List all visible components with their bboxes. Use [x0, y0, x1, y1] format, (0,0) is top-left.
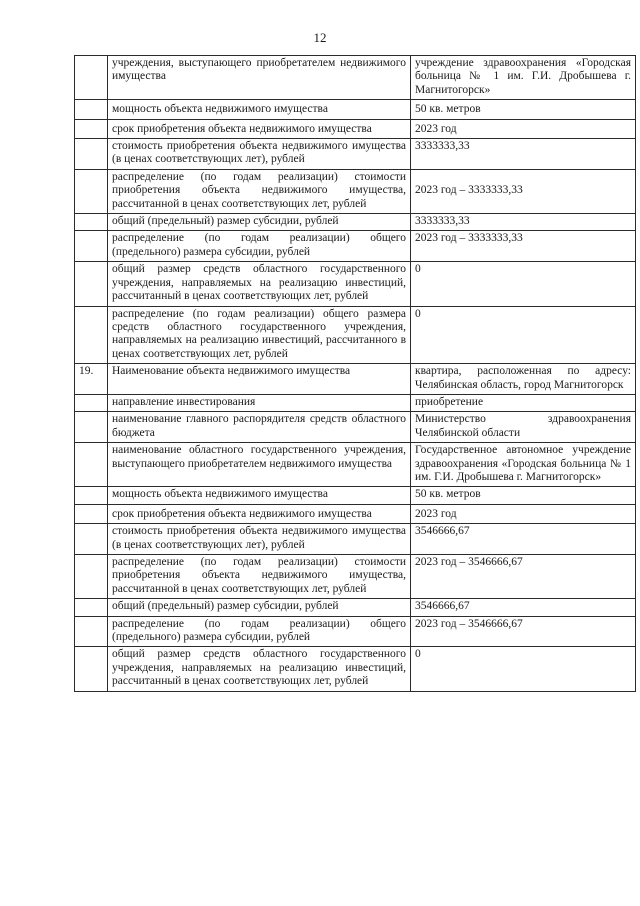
row-value: 3333333,33 — [411, 214, 636, 231]
row-number — [75, 169, 108, 213]
row-number — [75, 100, 108, 119]
table-row — [75, 412, 636, 443]
row-label: срок приобретения объекта недвижимого имущества — [108, 119, 411, 138]
row-value: Министерство здравоохранения Челябинской области — [411, 412, 636, 443]
row-number — [75, 231, 108, 262]
row-value: квартира, расположенная по адресу: Челябинская область, город Магнитогорск — [411, 364, 636, 395]
row-label: распределение (по годам реализации) общего (предельного) размера субсидии, рублей — [108, 616, 411, 647]
row-label: общий размер средств областного государственного учреждения, направляемых на реализацию инвестиций, рассчитанный в ценах соответствующих лет, рублей — [108, 647, 411, 691]
row-number — [75, 56, 108, 100]
row-number — [75, 616, 108, 647]
row-number — [75, 394, 108, 411]
table-row — [75, 524, 636, 555]
row-label: распределение (по годам реализации) стоимости приобретения объекта недвижимого имущества, рассчитанной в ценах соответствующих лет, рублей — [108, 169, 411, 213]
table-row — [75, 555, 636, 599]
row-number: 19. — [75, 364, 108, 395]
table-row — [75, 139, 636, 170]
row-label: общий (предельный) размер субсидии, рублей — [108, 599, 411, 616]
row-value: 3333333,33 — [411, 139, 636, 170]
row-value: 2023 год — [411, 504, 636, 523]
row-label: наименование областного государственного учреждения, выступающего приобретателем недвижимого имущества — [108, 443, 411, 487]
row-number — [75, 214, 108, 231]
row-number — [75, 524, 108, 555]
row-number — [75, 555, 108, 599]
row-number — [75, 306, 108, 364]
row-value: 2023 год — [411, 119, 636, 138]
table-row — [75, 100, 636, 119]
row-number — [75, 647, 108, 691]
table-row — [75, 214, 636, 231]
row-label: распределение (по годам реализации) стоимости приобретения объекта недвижимого имущества, рассчитанной в ценах соответствующих лет, рублей — [108, 555, 411, 599]
row-number — [75, 599, 108, 616]
table-row — [75, 119, 636, 138]
table-row — [75, 394, 636, 411]
row-label: Наименование объекта недвижимого имущества — [108, 364, 411, 395]
table-row — [75, 616, 636, 647]
row-number — [75, 504, 108, 523]
row-number — [75, 262, 108, 306]
page-number: 12 — [313, 30, 327, 45]
table-row — [75, 262, 636, 306]
row-number — [75, 487, 108, 504]
row-value: 50 кв. метров — [411, 487, 636, 504]
table-row — [75, 599, 636, 616]
row-label: общий (предельный) размер субсидии, рублей — [108, 214, 411, 231]
row-value: 2023 год – 3546666,67 — [411, 555, 636, 599]
row-label: учреждения, выступающего приобретателем недвижимого имущества — [108, 56, 411, 100]
row-label: стоимость приобретения объекта недвижимого имущества (в ценах соответствующих лет), рублей — [108, 524, 411, 555]
row-value: учреждение здравоохранения «Городская больница № 1 им. Г.И. Дробышева г. Магнитогорск» — [411, 56, 636, 100]
row-label: наименование главного распорядителя средств областного бюджета — [108, 412, 411, 443]
row-value: Государственное автономное учреждение здравоохранения «Городская больница № 1 им. Г.И. Дробышева г. Магнитогорск» — [411, 443, 636, 487]
row-label: стоимость приобретения объекта недвижимого имущества (в ценах соответствующих лет), рублей — [108, 139, 411, 170]
row-value: 2023 год – 3546666,67 — [411, 616, 636, 647]
row-label: мощность объекта недвижимого имущества — [108, 100, 411, 119]
row-label: направление инвестирования — [108, 394, 411, 411]
row-value: 50 кв. метров — [411, 100, 636, 119]
row-value: 3546666,67 — [411, 524, 636, 555]
row-value: приобретение — [411, 394, 636, 411]
row-number — [75, 139, 108, 170]
row-value: 0 — [411, 647, 636, 691]
table-row — [75, 56, 636, 100]
table-row — [75, 504, 636, 523]
table-row — [75, 647, 636, 691]
investment-table — [74, 55, 636, 692]
row-label: мощность объекта недвижимого имущества — [108, 487, 411, 504]
row-label: общий размер средств областного государственного учреждения, направляемых на реализацию инвестиций, рассчитанный в ценах соответствующих лет, рублей — [108, 262, 411, 306]
row-value: 0 — [411, 306, 636, 364]
row-label: распределение (по годам реализации) общего (предельного) размера субсидии, рублей — [108, 231, 411, 262]
row-label: срок приобретения объекта недвижимого имущества — [108, 504, 411, 523]
row-label: распределение (по годам реализации) общего размера средств областного государственного учреждения, направляемых на реализацию инвестиций, рассчитанного в ценах соответствующих лет, рублей — [108, 306, 411, 364]
table-row — [75, 443, 636, 487]
row-value: 2023 год – 3333333,33 — [411, 169, 636, 213]
table-row — [75, 487, 636, 504]
row-number — [75, 119, 108, 138]
table-row — [75, 231, 636, 262]
row-number — [75, 443, 108, 487]
table-row — [75, 169, 636, 213]
row-value: 0 — [411, 262, 636, 306]
table-row — [75, 306, 636, 364]
table-row — [75, 364, 636, 395]
row-value: 2023 год – 3333333,33 — [411, 231, 636, 262]
row-number — [75, 412, 108, 443]
row-value: 3546666,67 — [411, 599, 636, 616]
